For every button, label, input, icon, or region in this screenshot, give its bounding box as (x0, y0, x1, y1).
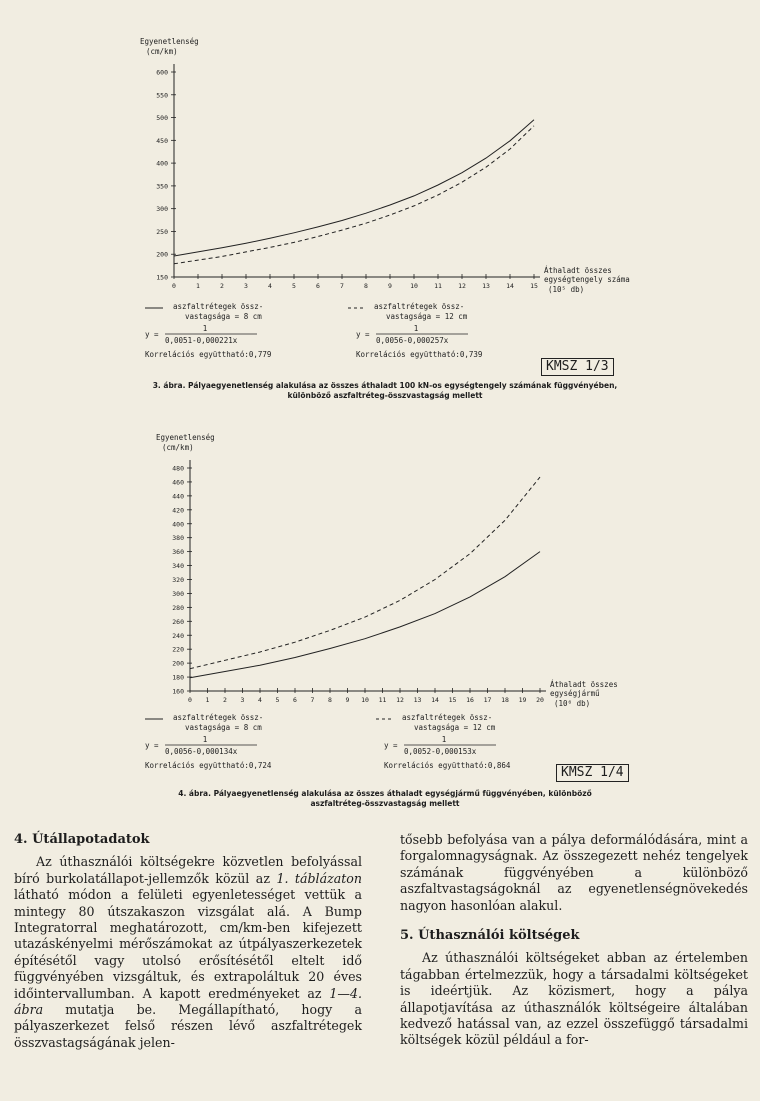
x-tick-label: 7 (340, 282, 344, 290)
y-tick-label: 350 (156, 182, 168, 191)
x-tick-label: 1 (205, 696, 210, 704)
x-tick-label: 7 (310, 696, 315, 704)
x-tick-label: 5 (275, 696, 280, 704)
y-tick-label: 300 (172, 589, 184, 598)
y-axis-title: Egyenetlenség (140, 37, 199, 46)
y-tick-label: 450 (156, 136, 168, 145)
x-tick-label: 13 (482, 282, 490, 290)
y-tick-label: 600 (156, 68, 168, 77)
equation-solid-numerator: 1 (202, 735, 208, 744)
x-axis-title: Áthaladt összes (550, 680, 618, 689)
equation-dashed-lhs: y = (356, 330, 370, 339)
y-tick-label: 460 (172, 478, 184, 487)
x-tick-label: 9 (388, 282, 392, 290)
x-axis-unit: (10⁶ db) (554, 699, 591, 708)
x-tick-label: 10 (410, 282, 418, 290)
figure-4-badge: KMSZ 1/4 (556, 764, 629, 782)
y-tick-label: 500 (156, 114, 168, 123)
x-tick-label: 15 (530, 282, 538, 290)
x-axis-unit: (10⁵ db) (548, 285, 585, 294)
y-tick-label: 400 (156, 159, 168, 168)
equation-solid-numerator: 1 (202, 324, 208, 333)
equation-solid-denominator: 0,0056-0,000134x (165, 747, 238, 756)
section-5-paragraph: Az úthasználói költségeket abban az értelemben tágabban értelmezzük, hogy a társadalmi költségeket is ideértjük. Az közismert, hogy a pálya állapotjavítása az úthasználók költségeire általában kedvező hatással van, az ezzel összefüggő társadalmi költségek közül például a for- (400, 950, 748, 1048)
legend-solid-label-2: vastagsága = 8 cm (185, 723, 262, 732)
equation-dashed-denominator: 0,0056-0,000257x (376, 336, 449, 345)
y-tick-label: 150 (156, 273, 168, 282)
equation-dashed-numerator: 1 (441, 735, 447, 744)
figure-3-badge: KMSZ 1/3 (541, 358, 614, 376)
x-tick-label: 0 (188, 696, 192, 704)
y-tick-label: 420 (172, 506, 184, 515)
x-tick-label: 20 (536, 696, 544, 704)
legend-solid-label-1: aszfaltrétegek össz- (173, 713, 264, 722)
y-tick-label: 250 (156, 227, 168, 236)
equation-solid-lhs: y = (145, 741, 159, 750)
x-tick-label: 4 (258, 696, 262, 704)
x-tick-label: 10 (361, 696, 369, 704)
correlation-solid: Korrelációs együttható:0,779 (145, 350, 272, 359)
x-tick-label: 5 (292, 282, 296, 290)
x-tick-label: 2 (223, 696, 227, 704)
x-tick-label: 11 (378, 696, 387, 704)
series-line-8cm (190, 552, 540, 678)
equation-solid-denominator: 0,0051-0,000221x (165, 336, 238, 345)
left-column (14, 832, 362, 1051)
equation-solid-lhs: y = (145, 330, 159, 339)
legend-dashed-label-1: aszfaltrétegek össz- (402, 713, 493, 722)
equation-dashed-lhs: y = (384, 741, 398, 750)
x-tick-label: 15 (448, 696, 457, 704)
y-tick-label: 160 (172, 687, 184, 696)
x-tick-label: 16 (466, 696, 474, 704)
x-tick-label: 9 (345, 696, 350, 704)
x-tick-label: 18 (501, 696, 509, 704)
continued-paragraph: tősebb befolyása van a pálya deformálódására, mint a forgalomnagyságnak. Az összegezett nehéz tengelyek számának függvényében a különböző aszfaltvastagságoknál az egyenetlenségnövekedés nagyon hasonlóan alakul. (400, 832, 748, 913)
y-tick-label: 340 (172, 562, 184, 571)
x-tick-label: 14 (506, 282, 514, 290)
y-tick-label: 380 (172, 534, 184, 543)
x-tick-label: 1 (196, 282, 200, 290)
correlation-dashed: Korrelációs együttható:0,864 (384, 761, 511, 770)
legend-solid-label-1: aszfaltrétegek össz- (173, 302, 264, 311)
x-tick-label: 11 (434, 282, 442, 290)
y-tick-label: 480 (172, 464, 184, 473)
x-tick-label: 6 (316, 282, 320, 290)
x-tick-label: 3 (244, 282, 248, 290)
legend-dashed-label-2: vastagsága = 12 cm (414, 723, 496, 732)
x-tick-label: 2 (220, 282, 224, 290)
y-tick-label: 320 (172, 576, 184, 584)
y-axis-title: Egyenetlenség (156, 433, 215, 442)
y-tick-label: 200 (156, 250, 168, 259)
legend-dashed-label-2: vastagsága = 12 cm (386, 312, 468, 321)
y-tick-label: 220 (172, 645, 184, 654)
x-tick-label: 8 (328, 696, 332, 704)
x-tick-label: 19 (518, 696, 527, 704)
y-tick-label: 180 (172, 673, 184, 682)
section-4-heading: 4. Útállapotadatok (14, 832, 150, 847)
x-axis-title-2: egységtengely száma (544, 275, 630, 284)
right-column (400, 832, 748, 1049)
x-tick-label: 6 (293, 696, 297, 704)
x-axis-title: Áthaladt összes (544, 266, 612, 275)
section-5-heading: 5. Úthasználói költségek (400, 928, 580, 944)
y-tick-label: 550 (156, 91, 168, 100)
y-tick-label: 360 (172, 548, 184, 557)
y-tick-label: 440 (172, 492, 184, 501)
equation-dashed-numerator: 1 (413, 324, 419, 333)
equation-dashed-denominator: 0,0052-0,000153x (404, 747, 477, 756)
y-tick-label: 400 (172, 520, 184, 529)
x-tick-label: 3 (240, 696, 245, 704)
y-axis-unit: (cm/km) (146, 47, 178, 56)
y-tick-label: 280 (172, 603, 184, 612)
x-tick-label: 13 (413, 696, 422, 704)
legend-dashed-label-1: aszfaltrétegek össz- (374, 302, 465, 311)
y-tick-label: 200 (172, 659, 184, 668)
x-tick-label: 4 (268, 282, 272, 290)
series-line-12cm (190, 477, 540, 669)
y-tick-label: 240 (172, 631, 184, 640)
x-tick-label: 12 (458, 282, 466, 290)
x-axis-title-2: egységjármű (550, 689, 600, 698)
correlation-solid: Korrelációs együttható:0,724 (145, 761, 272, 770)
y-axis-unit: (cm/km) (162, 443, 194, 452)
figure-3-caption: 3. ábra. Pályaegyenetlenség alakulása az összes áthaladt 100 kN-os egységtengely számának függvényében, különböző aszfaltréteg-összvastagság mellett (152, 381, 618, 400)
correlation-dashed: Korrelációs együttható:0,739 (356, 350, 483, 359)
y-tick-label: 300 (156, 205, 168, 214)
x-tick-label: 14 (431, 696, 439, 704)
section-4-paragraph: Az úthasználói költségekre közvetlen befolyással bíró burkolatállapot-jellemzők közül az 1. táblázaton látható módon a felületi egyenletességet vettük a mintegy 80 útszakaszon vizsgálat alá. A Bump Integratorral meghatározott, cm/km-ben kifejezett utazáskényelmi mérőszámokat az útpályaszerkezetek építésétől vagy utolsó erősítésétől eltelt idő függvényében vizsgáltuk, és extrapoláltuk 20 éves időintervallumban. A kapott eredményeket az 1—4. ábra mutatja be. Megállapítható, hogy a pályaszerkezet felső részen lévő aszfaltrétegek összvastagságának jelen- (14, 854, 362, 1050)
y-tick-label: 260 (172, 617, 184, 626)
figure-4-caption: 4. ábra. Pályaegyenetlenség alakulása az összes áthaladt egységjármű függvényében, különböző aszfaltréteg-összvastagság mellett (178, 789, 592, 808)
legend-solid-label-2: vastagsága = 8 cm (185, 312, 262, 321)
x-tick-label: 8 (364, 282, 368, 290)
x-tick-label: 0 (172, 282, 176, 290)
x-tick-label: 17 (483, 696, 492, 704)
x-tick-label: 12 (396, 696, 404, 704)
